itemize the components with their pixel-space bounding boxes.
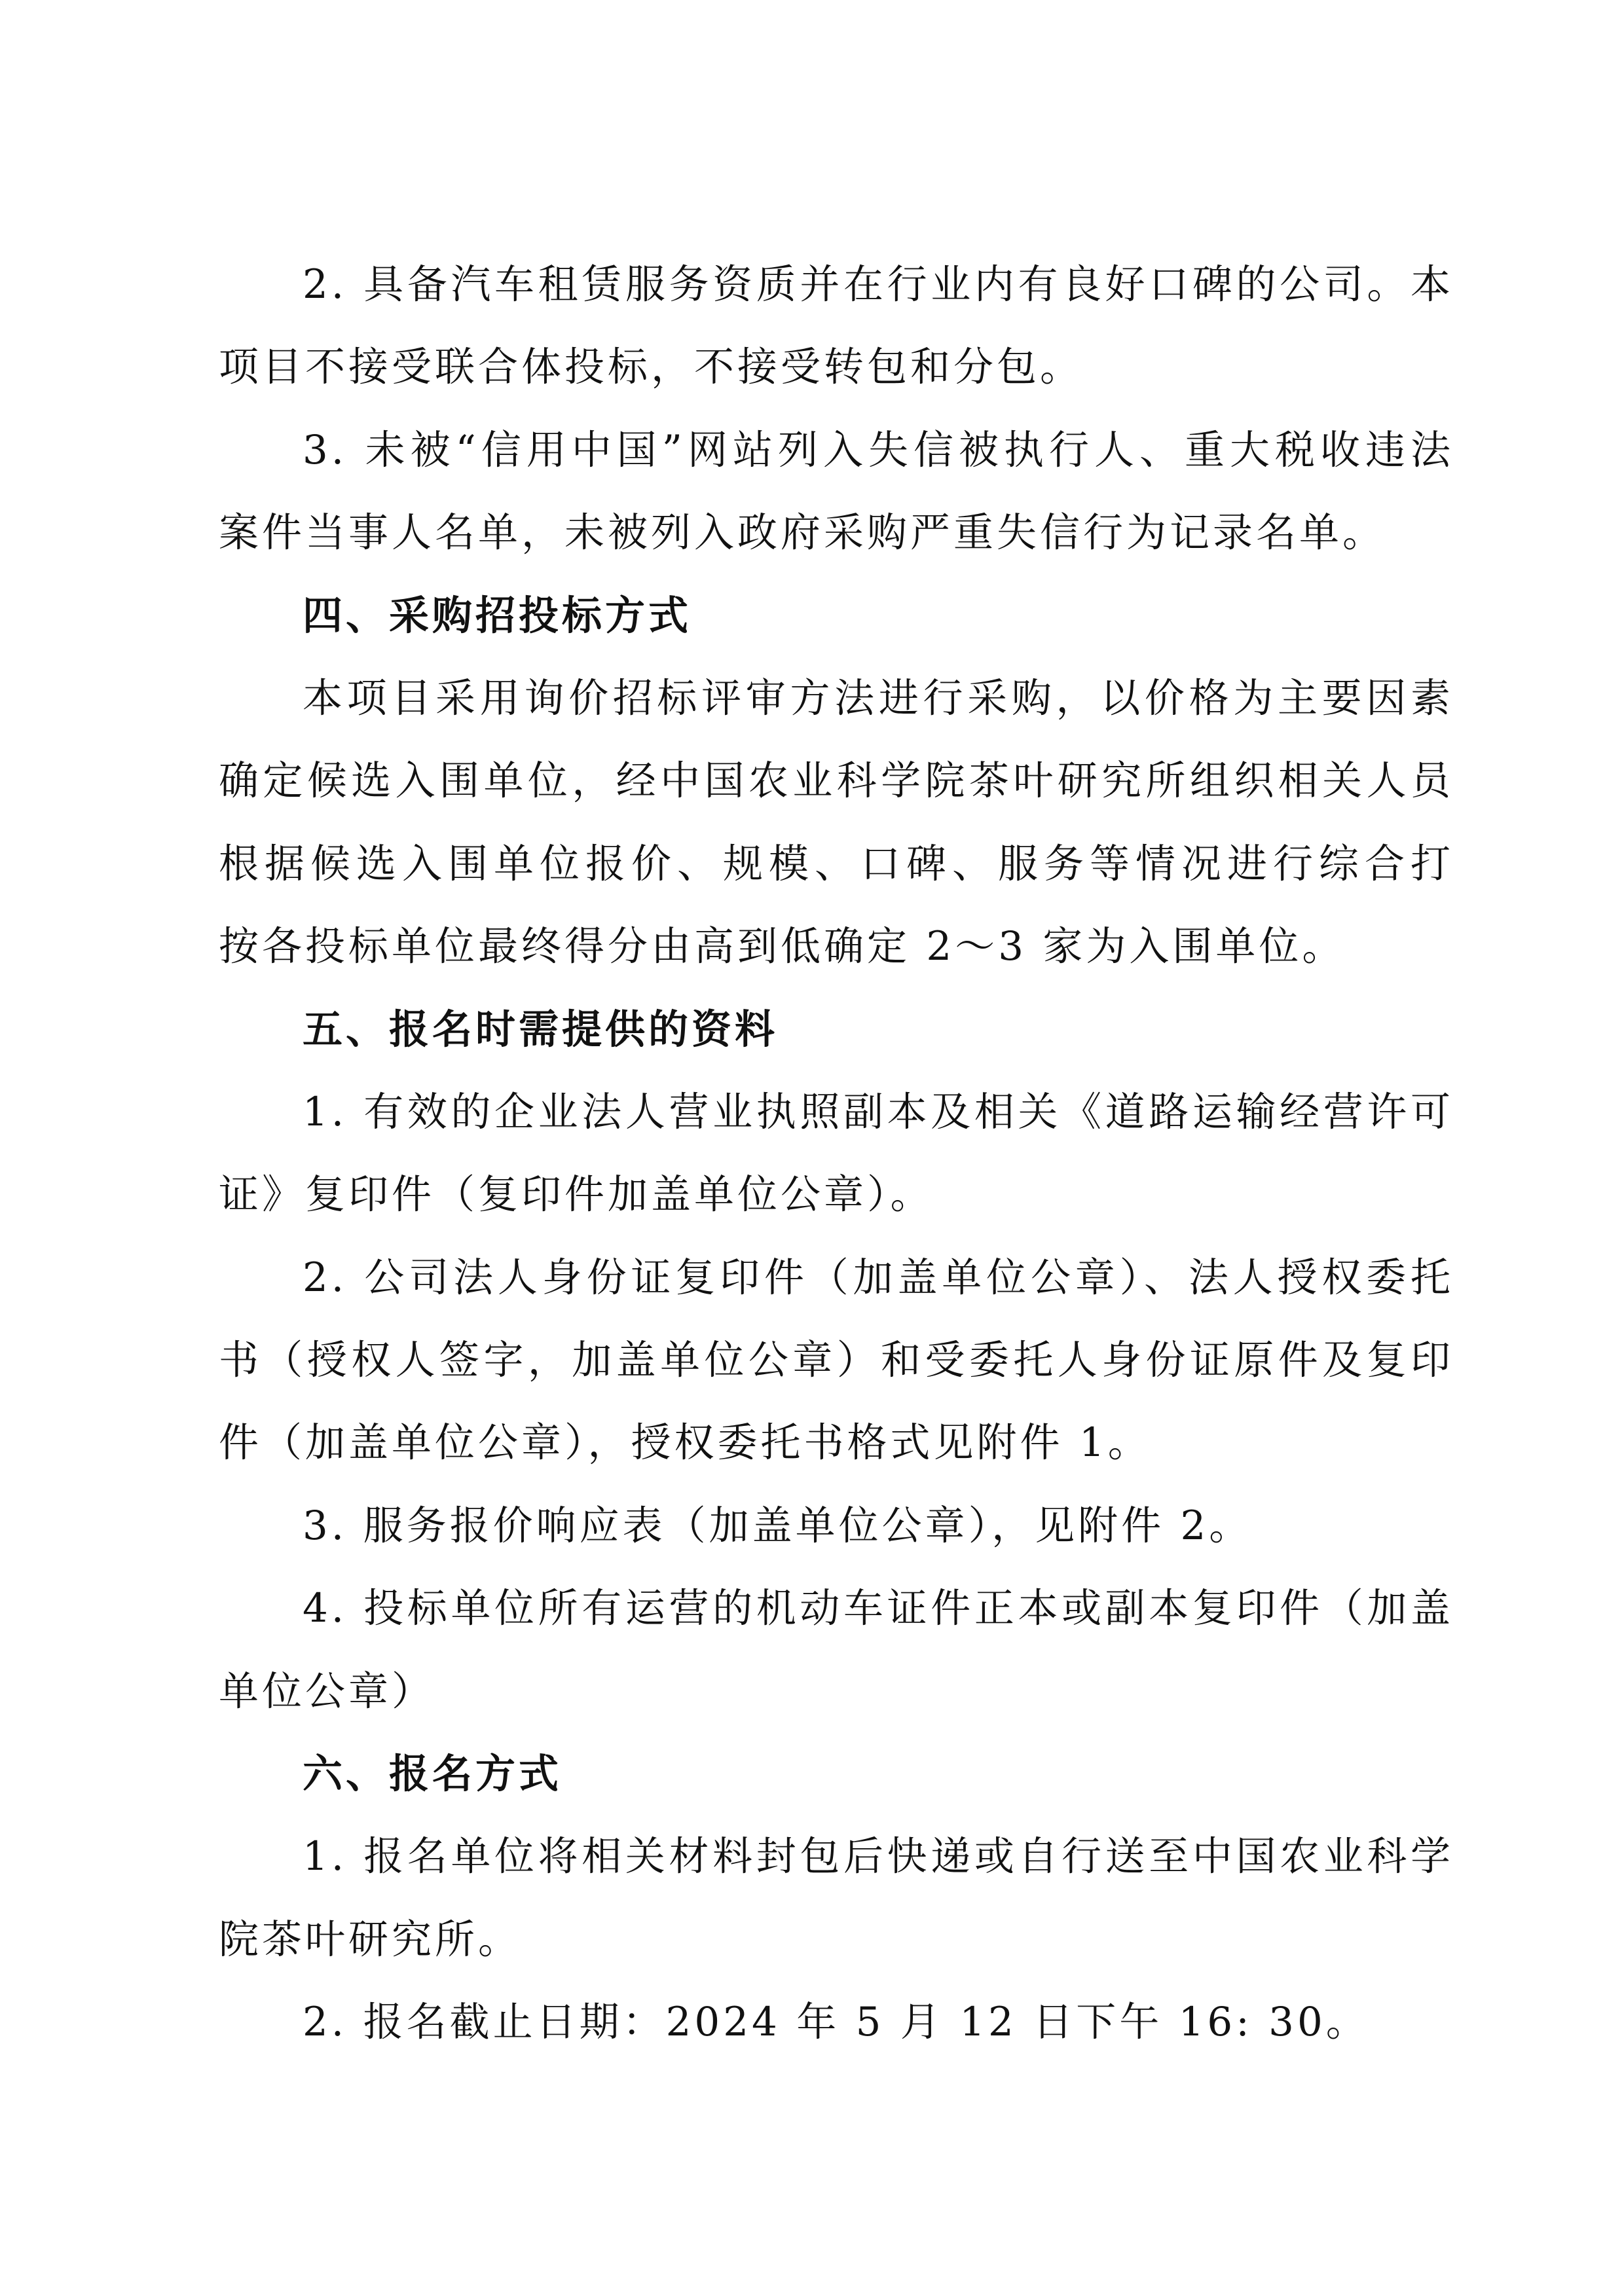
paragraph-line: 2. 报名截止日期：2024 年 5 月 12 日下午 16: 30。 — [303, 1999, 1369, 2046]
paragraph-line: 1. 有效的企业法人营业执照副本及相关《道路运输经营许可 — [303, 1088, 1454, 1135]
paragraph-line: 2. 公司法人身份证复印件（加盖单位公章）、法人授权委托 — [303, 1254, 1454, 1301]
paragraph-line: 书（授权人签字，加盖单位公章）和受委托人身份证原件及复印 — [219, 1337, 1454, 1384]
paragraph-line: 项目不接受联合体投标，不接受转包和分包。 — [219, 344, 1084, 391]
paragraph-line: 本项目采用询价招标评审方法进行采购，以价格为主要因素 — [303, 674, 1454, 721]
paragraph-line: 3. 服务报价响应表（加盖单位公章），见附件 2。 — [303, 1502, 1253, 1549]
paragraph-line: 根据候选入围单位报价、规模、口碑、服务等情况进行综合打 — [219, 840, 1454, 887]
paragraph-line: 件（加盖单位公章），授权委托书格式见附件 1。 — [219, 1419, 1151, 1467]
paragraph-line: 1. 报名单位将相关材料封包后快递或自行送至中国农业科学 — [303, 1833, 1454, 1880]
paragraph-line: 证》复印件（复印件加盖单位公章）。 — [219, 1171, 934, 1218]
document-page — [219, 244, 1454, 2064]
paragraph-line: 单位公章） — [219, 1667, 435, 1715]
section-heading: 四、采购招投标方式 — [303, 592, 692, 639]
paragraph-line: 院茶叶研究所。 — [219, 1916, 522, 1963]
paragraph-line: 确定候选入围单位，经中国农业科学院茶叶研究所组织相关人员 — [219, 757, 1454, 805]
paragraph-line: 2. 具备汽车租赁服务资质并在行业内有良好口碑的公司。本 — [303, 261, 1454, 308]
section-heading: 五、报名时需提供的资料 — [303, 1006, 779, 1053]
paragraph-line: 4. 投标单位所有运营的机动车证件正本或副本复印件（加盖 — [303, 1585, 1454, 1632]
paragraph-line: 案件当事人名单，未被列入政府采购严重失信行为记录名单。 — [219, 509, 1386, 556]
paragraph-line: 按各投标单位最终得分由高到低确定 2～3 家为入围单位。 — [219, 923, 1346, 970]
paragraph-line: 3. 未被“信用中国”网站列入失信被执行人、重大税收违法 — [303, 426, 1454, 473]
section-heading: 六、报名方式 — [303, 1751, 563, 1798]
